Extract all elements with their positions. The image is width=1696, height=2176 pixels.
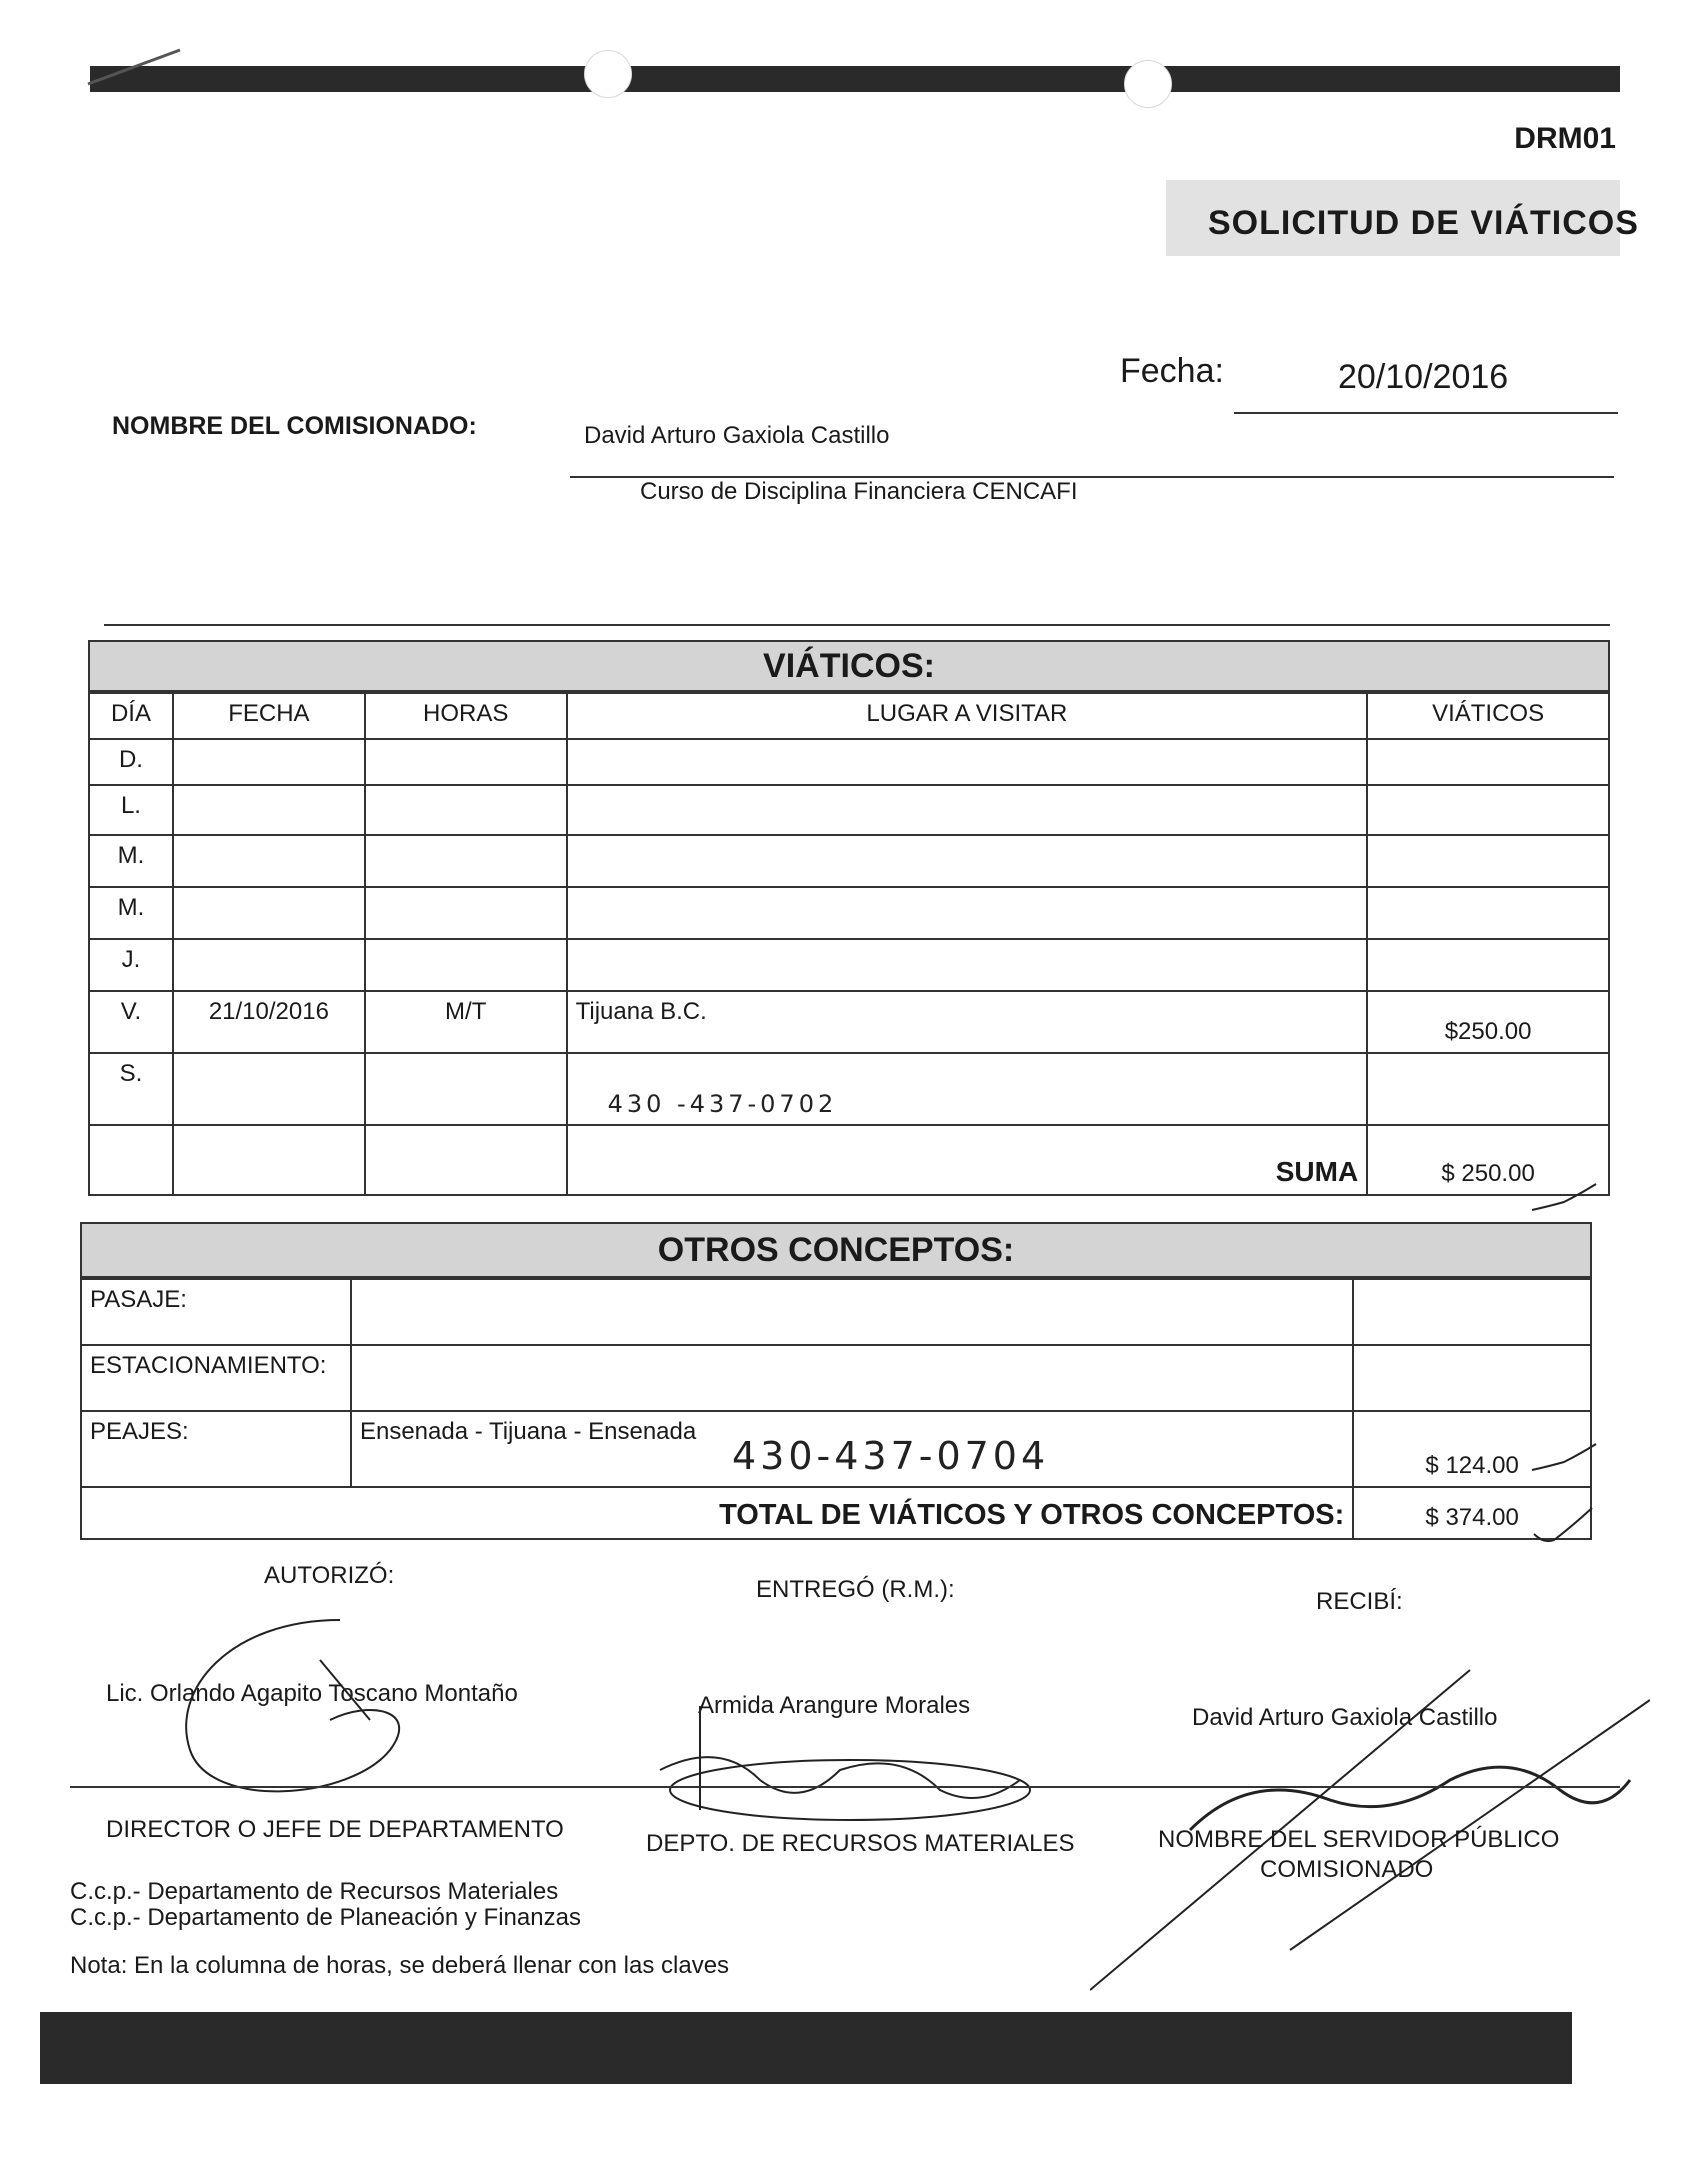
table-row bbox=[81, 1411, 1591, 1487]
row-lugar bbox=[567, 739, 1368, 785]
viaticos-header-row bbox=[89, 693, 1609, 739]
recibi-label: RECIBÍ: bbox=[1316, 1588, 1403, 1615]
entrego-cargo: DEPTO. DE RECURSOS MATERIALES bbox=[646, 1830, 1075, 1857]
row-horas bbox=[365, 1053, 567, 1125]
autorizo-name: Lic. Orlando Agapito Toscano Montaño bbox=[106, 1680, 518, 1707]
row-dia: M. bbox=[89, 835, 173, 887]
table-row bbox=[89, 1053, 1609, 1125]
motivo-underline bbox=[104, 624, 1610, 626]
concepto-detalle bbox=[351, 1279, 1353, 1345]
row-lugar: Tijuana B.C. bbox=[567, 991, 1368, 1053]
concepto-detalle bbox=[351, 1345, 1353, 1411]
row-viaticos: $250.00 bbox=[1367, 991, 1609, 1053]
recibi-signature bbox=[1090, 1650, 1650, 2000]
fecha-label: Fecha: bbox=[1120, 352, 1224, 390]
row-horas bbox=[365, 785, 567, 835]
concepto-label: PEAJES: bbox=[81, 1411, 351, 1487]
row-viaticos bbox=[1367, 835, 1609, 887]
col-fecha: FECHA bbox=[173, 693, 365, 739]
concepto-label: ESTACIONAMIENTO: bbox=[81, 1345, 351, 1411]
concepto-monto bbox=[1353, 1345, 1591, 1411]
otros-table bbox=[80, 1278, 1592, 1540]
staple-mark bbox=[84, 44, 184, 90]
row-horas: M/T bbox=[365, 991, 567, 1053]
viaticos-section bbox=[88, 640, 1610, 1196]
row-lugar bbox=[567, 835, 1368, 887]
viaticos-table bbox=[88, 692, 1610, 1196]
entrego-name: Armida Arangure Morales bbox=[698, 1692, 971, 1719]
row-dia: D. bbox=[89, 739, 173, 785]
table-row bbox=[89, 991, 1609, 1053]
otros-section bbox=[80, 1222, 1592, 1540]
check-mark-icon bbox=[1530, 1500, 1600, 1550]
table-row bbox=[81, 1345, 1591, 1411]
col-viaticos: VIÁTICOS bbox=[1367, 693, 1609, 739]
row-viaticos bbox=[1367, 739, 1609, 785]
ccp-line-1: C.c.p.- Departamento de Recursos Materiales bbox=[70, 1878, 559, 1905]
check-mark-icon bbox=[1530, 1440, 1600, 1480]
table-row bbox=[89, 835, 1609, 887]
row-lugar bbox=[567, 887, 1368, 939]
bottom-bar bbox=[40, 2012, 1572, 2084]
recibi-cargo-1: NOMBRE DEL SERVIDOR PÚBLICO bbox=[1158, 1826, 1560, 1853]
total-value: $ 374.00 bbox=[1353, 1487, 1591, 1539]
suma-label: SUMA bbox=[567, 1125, 1368, 1195]
row-dia: L. bbox=[89, 785, 173, 835]
form-code: DRM01 bbox=[1514, 122, 1616, 155]
row-horas bbox=[365, 835, 567, 887]
row-fecha bbox=[173, 939, 365, 991]
nota: Nota: En la columna de horas, se deberá llenar con las claves bbox=[70, 1952, 730, 1979]
concepto-detalle-cell bbox=[351, 1411, 1353, 1487]
row-fecha bbox=[173, 785, 365, 835]
row-viaticos bbox=[1367, 785, 1609, 835]
row-dia: M. bbox=[89, 887, 173, 939]
page-title: SOLICITUD DE VIÁTICOS bbox=[1208, 204, 1639, 242]
table-row bbox=[81, 1279, 1591, 1345]
otros-heading: OTROS CONCEPTOS: bbox=[80, 1222, 1592, 1278]
comisionado-motivo: Curso de Disciplina Financiera CENCAFI bbox=[640, 478, 1078, 505]
row-horas bbox=[365, 887, 567, 939]
concepto-nota-handwritten: 430-437-0704 bbox=[731, 1434, 1050, 1478]
row-fecha bbox=[173, 887, 365, 939]
suma-row bbox=[89, 1125, 1609, 1195]
concepto-monto: $ 124.00 bbox=[1353, 1411, 1591, 1487]
signature-line bbox=[70, 1786, 1620, 1788]
autorizo-label: AUTORIZÓ: bbox=[264, 1562, 395, 1589]
row-fecha: 21/10/2016 bbox=[173, 991, 365, 1053]
row-dia bbox=[89, 1125, 173, 1195]
fecha-value: 20/10/2016 bbox=[1338, 358, 1509, 396]
comisionado-label: NOMBRE DEL COMISIONADO: bbox=[112, 412, 477, 440]
row-lugar bbox=[567, 939, 1368, 991]
table-row bbox=[89, 739, 1609, 785]
recibi-name: David Arturo Gaxiola Castillo bbox=[1192, 1704, 1498, 1731]
concepto-label: PASAJE: bbox=[81, 1279, 351, 1345]
row-viaticos bbox=[1367, 887, 1609, 939]
punch-hole-right bbox=[1124, 60, 1172, 108]
top-bar bbox=[90, 66, 1620, 92]
col-dia: DÍA bbox=[89, 693, 173, 739]
row-dia: S. bbox=[89, 1053, 173, 1125]
suma-value: $ 250.00 bbox=[1367, 1125, 1609, 1195]
row-fecha bbox=[173, 835, 365, 887]
row-lugar-handwritten: 430 -437-0702 bbox=[567, 1053, 1368, 1125]
total-row bbox=[81, 1487, 1591, 1539]
recibi-cargo-2: COMISIONADO bbox=[1260, 1856, 1434, 1883]
col-lugar: LUGAR A VISITAR bbox=[567, 693, 1368, 739]
total-label: TOTAL DE VIÁTICOS Y OTROS CONCEPTOS: bbox=[81, 1487, 1353, 1539]
row-horas bbox=[365, 739, 567, 785]
fecha-underline bbox=[1234, 412, 1618, 414]
autorizo-cargo: DIRECTOR O JEFE DE DEPARTAMENTO bbox=[106, 1816, 564, 1843]
row-viaticos bbox=[1367, 939, 1609, 991]
row-horas bbox=[365, 939, 567, 991]
entrego-label: ENTREGÓ (R.M.): bbox=[756, 1576, 955, 1603]
row-dia: J. bbox=[89, 939, 173, 991]
table-row bbox=[89, 939, 1609, 991]
row-dia: V. bbox=[89, 991, 173, 1053]
punch-hole-left bbox=[584, 50, 632, 98]
row-lugar bbox=[567, 785, 1368, 835]
row-horas bbox=[365, 1125, 567, 1195]
concepto-monto bbox=[1353, 1279, 1591, 1345]
row-fecha bbox=[173, 1125, 365, 1195]
comisionado-name: David Arturo Gaxiola Castillo bbox=[584, 422, 890, 449]
ccp-line-2: C.c.p.- Departamento de Planeación y Finanzas bbox=[70, 1904, 581, 1931]
table-row bbox=[89, 785, 1609, 835]
row-fecha bbox=[173, 1053, 365, 1125]
viaticos-heading: VIÁTICOS: bbox=[88, 640, 1610, 692]
row-viaticos bbox=[1367, 1053, 1609, 1125]
table-row bbox=[89, 887, 1609, 939]
check-mark-icon bbox=[1530, 1180, 1600, 1220]
row-fecha bbox=[173, 739, 365, 785]
col-horas: HORAS bbox=[365, 693, 567, 739]
entrego-signature bbox=[600, 1700, 1060, 1840]
concepto-detalle: Ensenada - Tijuana - Ensenada bbox=[359, 1418, 697, 1445]
